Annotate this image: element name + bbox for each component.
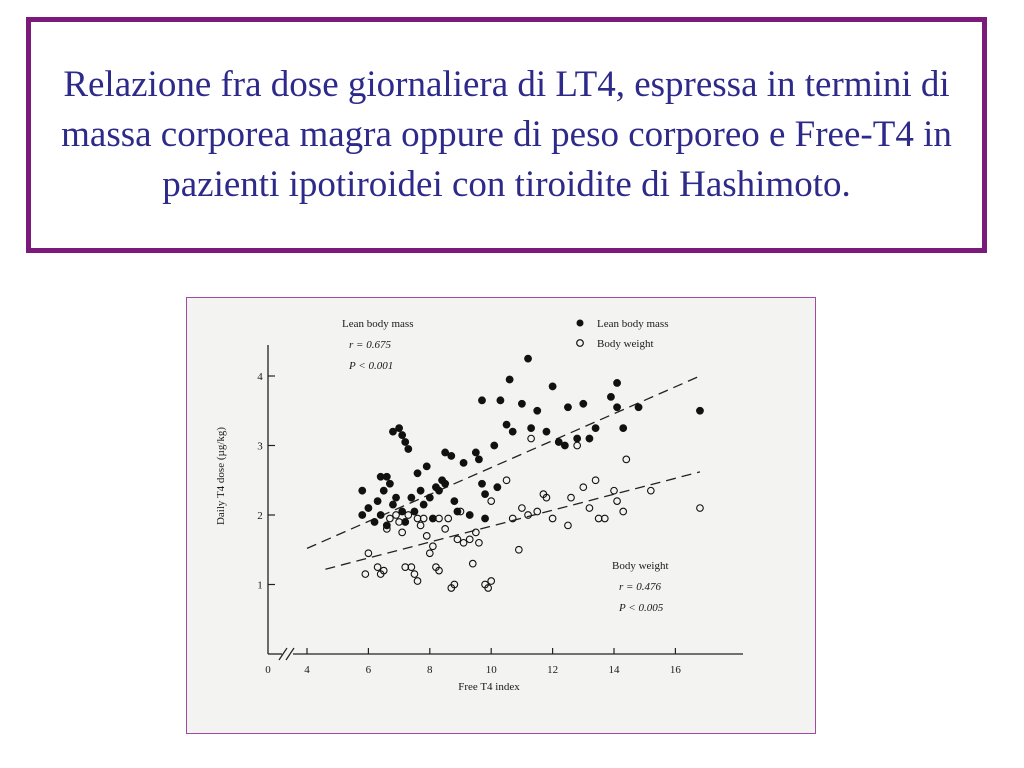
lean-point-4 <box>374 498 381 505</box>
annotation-weight-title: Body weight <box>612 560 669 572</box>
annotation-lean-r: r = 0.675 <box>349 339 391 351</box>
weight-point-41 <box>516 546 523 553</box>
weight-point-33 <box>473 529 480 536</box>
legend-label-weight: Body weight <box>597 338 654 350</box>
weight-point-0 <box>362 571 369 578</box>
weight-point-9 <box>399 529 406 536</box>
lean-point-44 <box>491 442 498 449</box>
lean-point-14 <box>396 425 403 432</box>
weight-point-38 <box>488 498 495 505</box>
legend <box>577 318 669 350</box>
lean-point-7 <box>383 473 390 480</box>
y-tick-label-1: 1 <box>257 579 263 592</box>
lean-point-34 <box>451 498 458 505</box>
lean-point-54 <box>543 428 550 435</box>
lean-point-67 <box>635 404 642 411</box>
lean-point-36 <box>460 459 467 466</box>
lean-point-38 <box>472 449 479 456</box>
lean-point-58 <box>564 404 571 411</box>
weight-point-19 <box>427 550 434 557</box>
weight-point-39 <box>503 477 510 484</box>
lean-point-24 <box>420 501 427 508</box>
lean-point-3 <box>371 518 378 525</box>
y-tick-label-3: 3 <box>257 440 263 453</box>
data-points <box>359 355 704 591</box>
weight-point-6 <box>387 515 394 522</box>
lean-point-55 <box>549 383 556 390</box>
lean-point-60 <box>580 400 587 407</box>
lean-point-41 <box>481 491 488 498</box>
lean-point-52 <box>528 425 535 432</box>
figure-frame <box>186 297 816 734</box>
weight-point-48 <box>549 515 556 522</box>
weight-point-62 <box>697 505 704 512</box>
slide-title: Relazione fra dose giornaliera di LT4, espressa in termini di massa corporea magra oppure di peso corporeo e Free-T4 in pazienti ipotiroidei con tiroidite di Hashimoto. <box>61 64 952 205</box>
weight-point-60 <box>623 456 630 463</box>
weight-point-57 <box>611 487 618 494</box>
tick-marks <box>257 371 681 676</box>
weight-point-14 <box>414 578 421 585</box>
lean-point-8 <box>386 480 393 487</box>
lean-point-15 <box>399 431 406 438</box>
x-tick-label-0: 0 <box>265 664 271 676</box>
lean-point-42 <box>481 515 488 522</box>
lean-point-25 <box>423 463 430 470</box>
lean-point-65 <box>613 379 620 386</box>
x-tick-label-8: 8 <box>427 664 433 676</box>
annotation-lean-p: P < 0.001 <box>349 360 394 372</box>
lean-point-61 <box>586 435 593 442</box>
y-tick-label-4: 4 <box>257 371 263 383</box>
x-tick-label-10: 10 <box>485 664 497 676</box>
x-tick-label-14: 14 <box>608 664 620 676</box>
weight-point-16 <box>417 522 424 529</box>
weight-point-52 <box>580 484 587 491</box>
lean-point-39 <box>475 456 482 463</box>
weight-point-1 <box>365 550 372 557</box>
lean-point-68 <box>696 407 703 414</box>
weight-point-58 <box>614 498 621 505</box>
weight-point-11 <box>405 512 412 519</box>
legend-marker-weight <box>577 340 584 347</box>
weight-point-34 <box>476 540 483 547</box>
lean-point-6 <box>380 487 387 494</box>
lean-point-51 <box>524 355 531 362</box>
title-box <box>26 17 987 253</box>
lean-point-33 <box>448 452 455 459</box>
lean-point-46 <box>497 397 504 404</box>
weight-point-44 <box>528 435 535 442</box>
weight-point-30 <box>460 540 467 547</box>
weight-point-20 <box>430 543 437 550</box>
lean-point-53 <box>534 407 541 414</box>
weight-point-50 <box>568 494 575 501</box>
lean-point-57 <box>561 442 568 449</box>
annotation-weight-p: P < 0.005 <box>619 602 664 614</box>
lean-point-26 <box>426 494 433 501</box>
x-axis-label: Free T4 index <box>458 681 520 693</box>
weight-point-13 <box>411 571 418 578</box>
weight-point-7 <box>393 512 400 519</box>
lean-point-66 <box>620 425 627 432</box>
lean-point-20 <box>408 494 415 501</box>
lean-point-2 <box>365 504 372 511</box>
lean-point-48 <box>506 376 513 383</box>
weight-point-59 <box>620 508 627 515</box>
legend-label-lean: Lean body mass <box>597 318 669 330</box>
weight-point-61 <box>648 487 655 494</box>
annotation-lean-title: Lean body mass <box>342 318 414 330</box>
lean-point-23 <box>417 487 424 494</box>
lean-point-22 <box>414 470 421 477</box>
lean-point-31 <box>442 480 449 487</box>
weight-point-25 <box>445 515 452 522</box>
weight-point-42 <box>519 505 526 512</box>
x-tick-label-6: 6 <box>365 664 372 676</box>
lean-point-12 <box>392 494 399 501</box>
lean-point-9 <box>377 511 384 518</box>
weight-point-24 <box>442 526 449 533</box>
weight-point-51 <box>574 442 581 449</box>
lean-point-49 <box>509 428 516 435</box>
lean-point-63 <box>607 393 614 400</box>
lean-point-62 <box>592 425 599 432</box>
lean-point-17 <box>405 445 412 452</box>
lean-point-29 <box>435 487 442 494</box>
legend-marker-lean <box>577 320 584 327</box>
y-tick-label-2: 2 <box>257 510 263 522</box>
weight-point-32 <box>469 560 476 567</box>
annotation-weight-r: r = 0.476 <box>619 581 661 593</box>
lean-point-50 <box>518 400 525 407</box>
weight-point-54 <box>592 477 599 484</box>
weight-point-28 <box>454 536 461 543</box>
weight-point-43 <box>525 512 532 519</box>
weight-point-49 <box>565 522 572 529</box>
lean-point-0 <box>359 487 366 494</box>
lean-point-45 <box>494 484 501 491</box>
weight-point-37 <box>488 578 495 585</box>
scatter-chart <box>187 298 815 733</box>
axis-break-mark-2 <box>286 648 294 660</box>
weight-point-18 <box>423 533 430 540</box>
lean-point-37 <box>466 511 473 518</box>
weight-point-53 <box>586 505 593 512</box>
x-tick-label-12: 12 <box>547 664 559 676</box>
x-tick-label-4: 4 <box>304 664 310 676</box>
weight-point-45 <box>534 508 541 515</box>
lean-point-64 <box>613 404 620 411</box>
y-axis-label: Daily T4 dose (µg/kg) <box>215 426 227 526</box>
lean-point-16 <box>402 438 409 445</box>
x-tick-label-16: 16 <box>669 664 681 676</box>
lean-point-59 <box>574 435 581 442</box>
lean-point-11 <box>389 501 396 508</box>
lean-point-40 <box>478 480 485 487</box>
lean-point-43 <box>478 397 485 404</box>
weight-point-31 <box>466 536 473 543</box>
lean-point-1 <box>359 511 366 518</box>
lean-point-47 <box>503 421 510 428</box>
weight-point-2 <box>374 564 381 571</box>
trend-line-weight <box>325 472 700 569</box>
